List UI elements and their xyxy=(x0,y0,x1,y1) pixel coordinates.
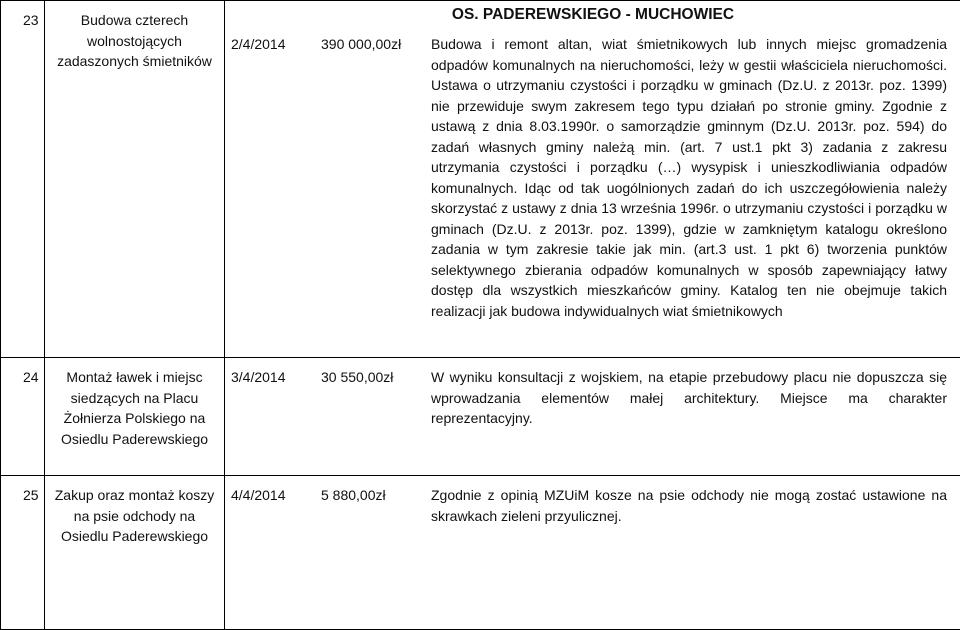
section-title: OS. PADEREWSKIEGO - MUCHOWIEC xyxy=(226,3,960,27)
justification-text: W wyniku konsultacji z wojskiem, na etapie przebudowy placu nie dopuszcza się wprowadzania elementów małej architektury. Miejsce ma charakter reprezentacyjny. xyxy=(431,367,947,429)
project-name: Budowa czterech wolnostojących zadaszonych śmietników xyxy=(45,1,225,358)
project-name: Montaż ławek i miejsc siedzących na Placu Żołnierza Polskiego na Osiedlu Paderewskiego xyxy=(45,358,225,476)
project-name: Zakup oraz montaż koszy na psie odchody na Osiedlu Paderewskiego xyxy=(45,476,225,630)
estimated-cost: 5 880,00zł xyxy=(321,485,431,506)
table-row xyxy=(1,476,960,630)
decision-date: 2/4/2014 xyxy=(231,34,319,55)
estimated-cost: 390 000,00zł xyxy=(321,34,431,55)
row-number: 24 xyxy=(1,358,45,476)
row-number: 23 xyxy=(1,1,45,358)
decision-date: 4/4/2014 xyxy=(231,485,319,506)
row-number: 25 xyxy=(1,476,45,630)
estimated-cost: 30 550,00zł xyxy=(321,367,431,388)
table-row xyxy=(1,358,960,476)
justification-text: Budowa i remont altan, wiat śmietnikowych lub innych miejsc gromadzenia odpadów komunalnych na nieruchomości, leży w gestii właściciela nieruchomości. Ustawa o utrzymaniu czystości i porządku w gminach (Dz.U. z 2013r. poz. 1399) nie przewiduje swym zakresem tego typu działań po stronie gminy. Zgodnie z ustawą z dnia 8.03.1990r. o samorządzie gminnym (Dz.U. 2013r. poz. 594) do zadań własnych gminy należą min. (art. 7 ust.1 pkt 3) zadania z zakresu utrzymania czystości i porządku (…) wysypisk i unieszkodliwiania odpadów komunalnych. Idąc od tak uogólnionych zadań do ich uszczegółowienia należy skorzystać z ustawy z dnia 13 września 1996r. o utrzymaniu czystości i porządku w gminach (Dz.U. z 2013r. poz. 1399), gdzie w zamkniętym katalogu określono zadania w tym zakresie takie jak min. (art.3 ust. 1 pkt 6) tworzenia punktów selektywnego zbierania odpadów komunalnych w sposób zapewniający łatwy dostęp dla wszystkich mieszkańców gminy. Katalog ten nie obejmuje takich realizacji jak budowa indywidualnych wiat śmietnikowych xyxy=(431,34,947,321)
justification-text: Zgodnie z opinią MZUiM kosze na psie odchody nie mogą zostać ustawione na skrawkach zieleni przyulicznej. xyxy=(431,485,947,526)
decision-date: 3/4/2014 xyxy=(231,367,319,388)
